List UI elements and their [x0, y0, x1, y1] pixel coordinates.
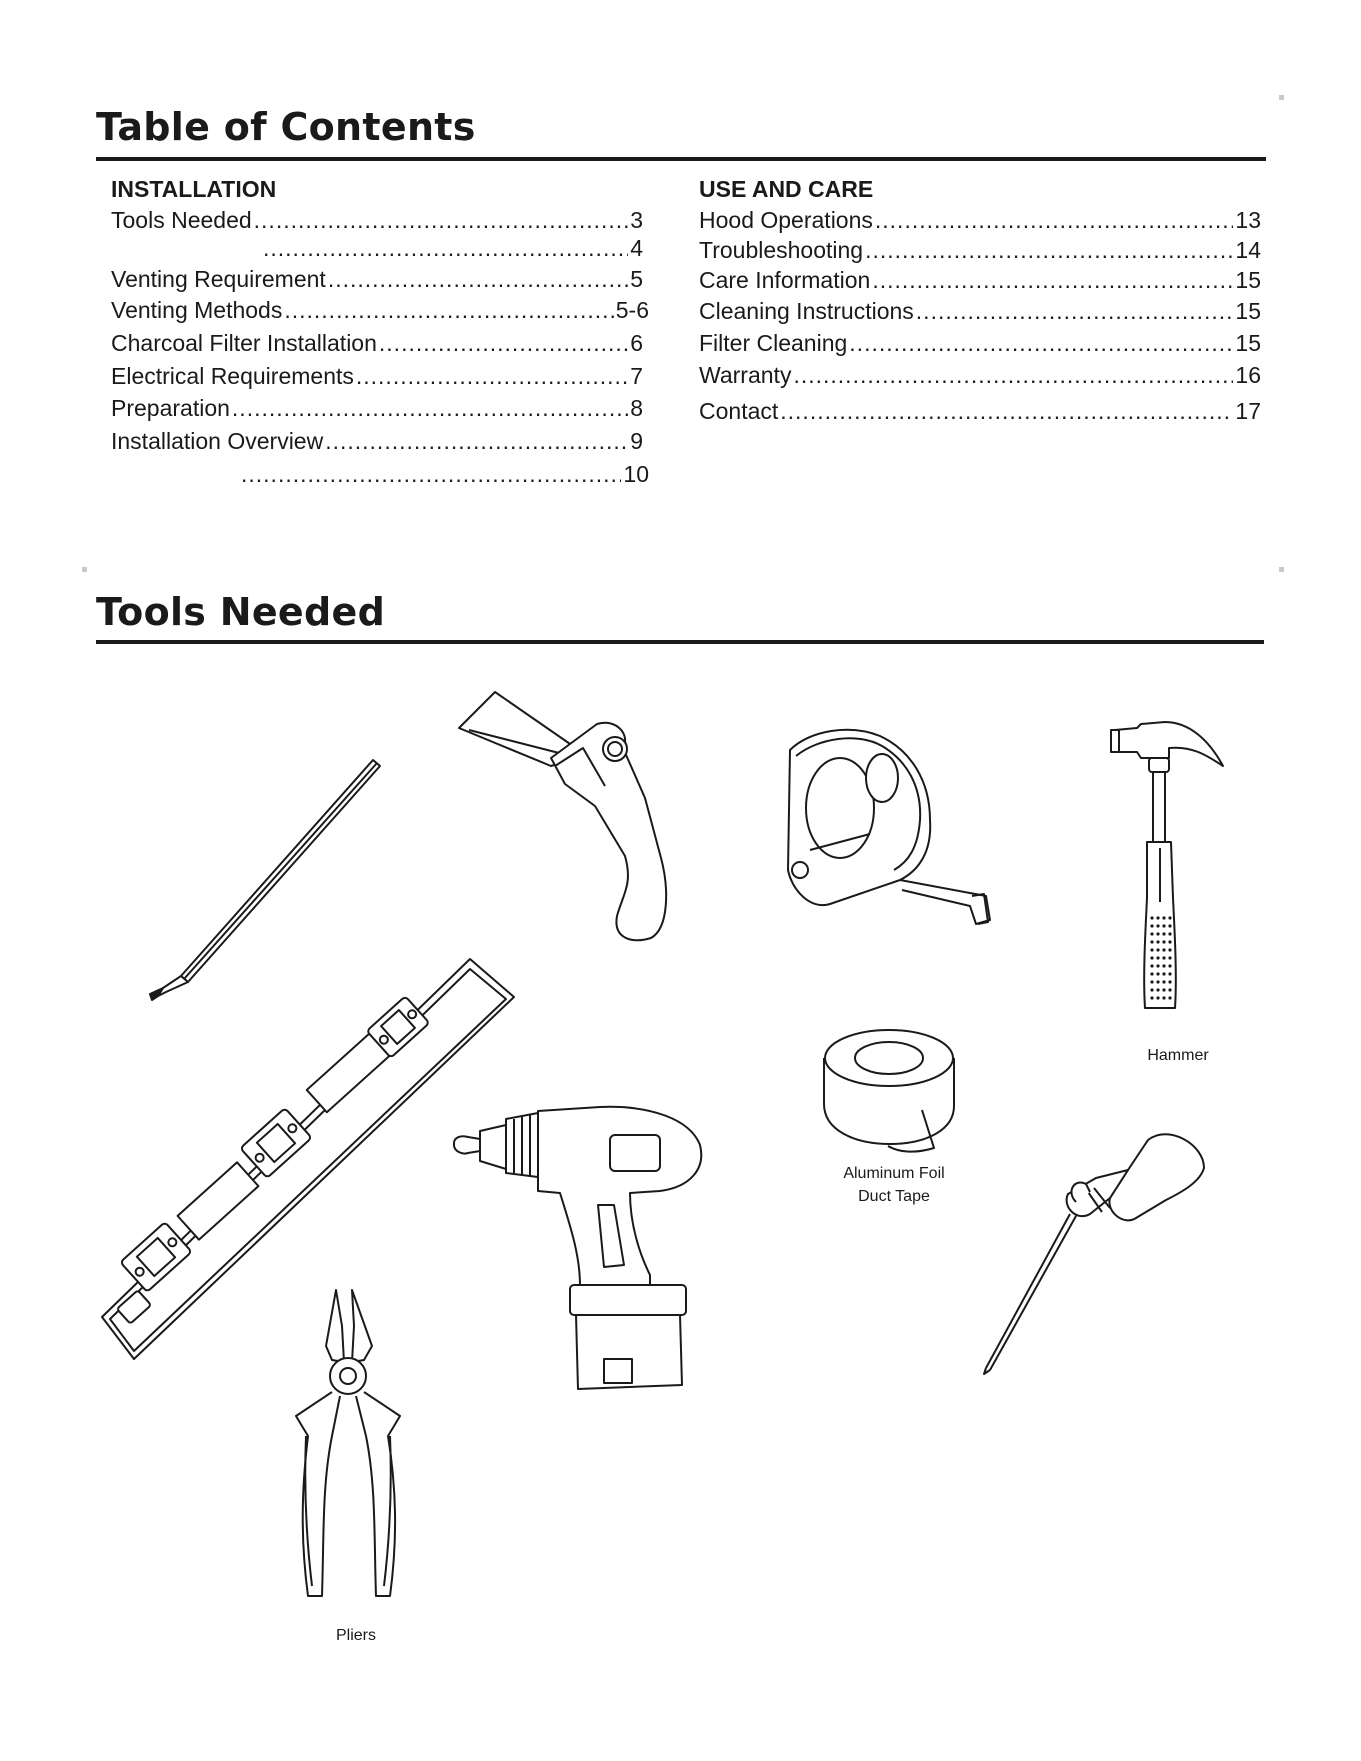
toc-entry-label: Contact	[699, 398, 779, 424]
toc-entry-label: Preparation	[111, 395, 230, 421]
toc-entry-page: 7	[630, 363, 643, 389]
toc-entry-label: Venting Methods	[111, 297, 283, 323]
corner-mark	[82, 567, 87, 572]
toc-entry-page: 15	[1235, 330, 1261, 356]
toc-entry-page: 3	[630, 207, 643, 233]
toc-entry[interactable]	[111, 265, 643, 293]
toc-leader	[379, 329, 628, 357]
toc-entry[interactable]	[699, 206, 1261, 234]
toc-entry-page: 6	[630, 330, 643, 356]
pliers-icon	[292, 1286, 422, 1606]
toc-entry[interactable]	[699, 329, 1261, 357]
toc-entry[interactable]	[699, 397, 1261, 425]
tape-caption-line2: Duct Tape	[858, 1188, 930, 1205]
toc-leader	[865, 236, 1233, 264]
toc-entry-page: 16	[1235, 362, 1261, 388]
duct-tape-icon	[818, 1026, 968, 1156]
toc-entry-label: Tools Needed	[111, 207, 252, 233]
toc-leader	[328, 265, 628, 293]
toc-entry[interactable]	[111, 206, 643, 234]
toc-entry[interactable]	[699, 361, 1261, 389]
toc-entry[interactable]	[239, 460, 649, 488]
toc-leader	[241, 460, 621, 488]
toc-entry-page: 4	[630, 235, 643, 261]
toc-entry[interactable]	[699, 266, 1261, 294]
toc-installation-column	[111, 176, 651, 506]
utility-knife-icon	[455, 688, 715, 948]
toc-entry[interactable]	[699, 236, 1261, 264]
toc-leader	[254, 206, 629, 234]
toc-entry[interactable]	[111, 427, 643, 455]
toc-entry-page: 15	[1235, 267, 1261, 293]
toc-title-rule	[96, 157, 1266, 161]
tools-title: Tools Needed	[96, 590, 386, 634]
toc-use-and-care-column	[699, 176, 1261, 436]
toc-leader	[916, 297, 1234, 325]
toc-entry-page: 8	[630, 395, 643, 421]
corner-mark	[1279, 95, 1284, 100]
toc-entry-label: Cleaning Instructions	[699, 298, 914, 324]
toc-entry-page: 13	[1235, 207, 1261, 233]
toc-entry[interactable]	[111, 362, 643, 390]
toc-leader	[284, 296, 613, 324]
tape-caption-line1: Aluminum Foil	[843, 1165, 945, 1182]
toc-entry[interactable]	[111, 329, 643, 357]
toc-leader	[875, 206, 1234, 234]
toc-installation-heading: INSTALLATION	[111, 176, 277, 202]
tools-title-rule	[96, 640, 1264, 644]
toc-entry-page: 17	[1235, 398, 1261, 424]
toc-leader	[780, 397, 1233, 425]
toc-leader	[793, 361, 1233, 389]
corner-mark	[1279, 567, 1284, 572]
toc-entry-label: Charcoal Filter Installation	[111, 330, 377, 356]
toc-title: Table of Contents	[96, 105, 476, 149]
toc-entry-label: Hood Operations	[699, 207, 873, 233]
toc-leader	[356, 362, 628, 390]
toc-entry-label: Care Information	[699, 267, 871, 293]
screwdriver-icon	[978, 1126, 1228, 1376]
toc-entry-label: Venting Requirement	[111, 266, 326, 292]
toc-entry-page: 10	[623, 461, 649, 487]
toc-entry[interactable]	[261, 234, 643, 262]
toc-entry-label: Installation Overview	[111, 428, 324, 454]
toc-leader	[849, 329, 1233, 357]
toc-leader	[325, 427, 628, 455]
toc-entry-label: Warranty	[699, 362, 792, 388]
toc-leader	[872, 266, 1233, 294]
pliers-caption: Pliers	[335, 1627, 376, 1644]
tape-measure-icon	[770, 720, 1030, 980]
toc-entry[interactable]	[111, 394, 643, 422]
toc-entry-label: Electrical Requirements	[111, 363, 354, 389]
hammer-caption: Hammer	[1147, 1047, 1209, 1064]
toc-entry-page: 9	[630, 428, 643, 454]
toc-entry[interactable]	[699, 297, 1261, 325]
toc-entry-page: 15	[1235, 298, 1261, 324]
toc-entry-page: 5	[630, 266, 643, 292]
toc-entry[interactable]	[111, 296, 649, 324]
hammer-icon	[1105, 718, 1255, 1018]
toc-leader	[263, 234, 628, 262]
toc-entry-page: 14	[1235, 237, 1261, 263]
toc-entry-label: Filter Cleaning	[699, 330, 848, 356]
drill-icon	[450, 1105, 740, 1395]
toc-entry-label: Troubleshooting	[699, 237, 864, 263]
toc-leader	[232, 394, 628, 422]
toc-use-and-care-heading: USE AND CARE	[699, 176, 874, 202]
toc-entry-page: 5-6	[615, 297, 649, 323]
